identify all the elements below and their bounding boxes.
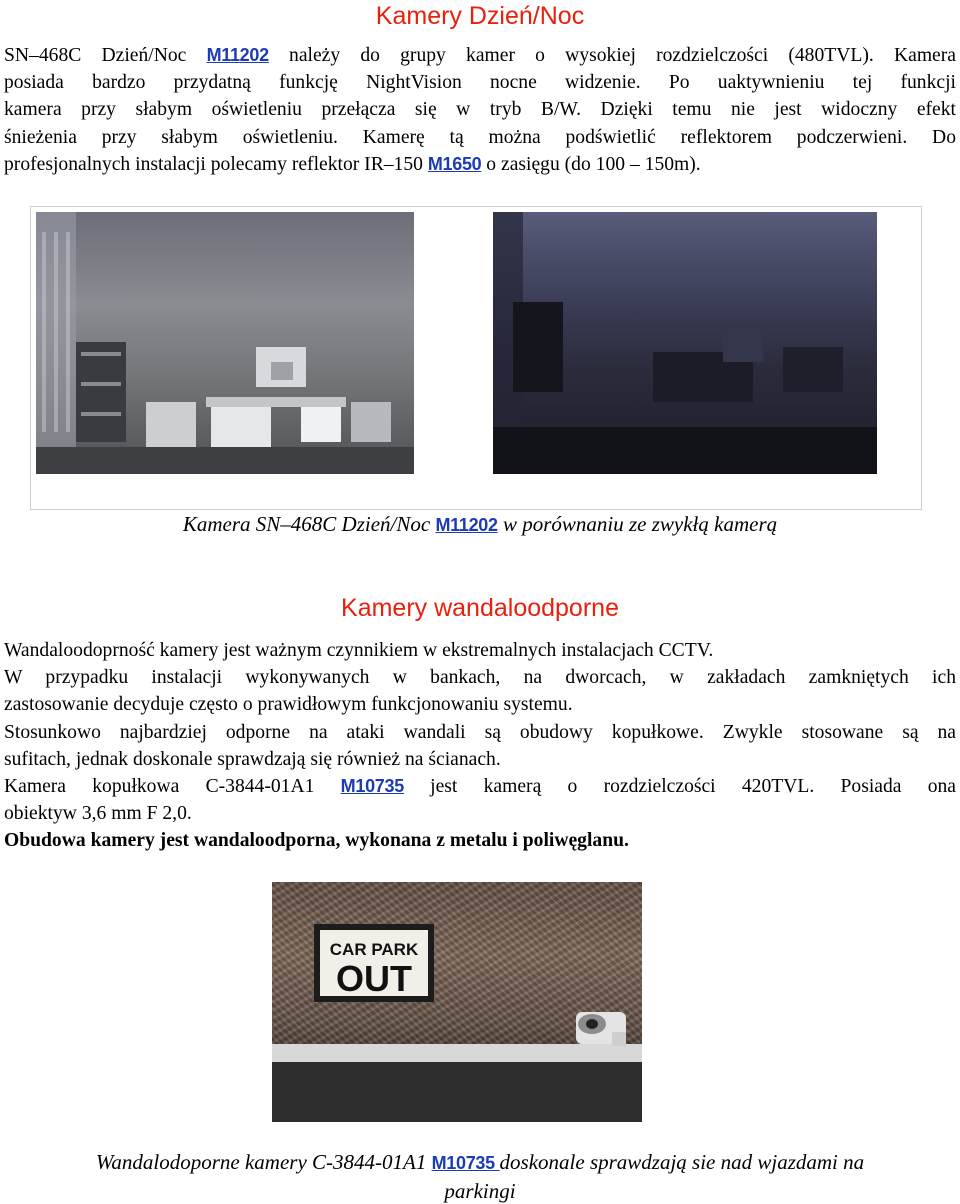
body-text-bold: Obudowa kamery jest wandaloodporna, wykonana z metalu i poliwęglanu.: [4, 830, 629, 852]
car-park-caption: [0, 1148, 960, 1204]
sign-text-line2: OUT: [336, 958, 412, 999]
product-link-m1650[interactable]: M1650: [427, 153, 482, 174]
car-park-dome-camera-photo: [272, 882, 642, 1122]
intro-paragraph: [4, 42, 956, 178]
caption-text: Kamera SN–468C Dzień/Noc: [182, 512, 436, 536]
body-text: Kamera kopułkowa C-3844-01A1: [4, 776, 341, 798]
day-night-camera-photo: [36, 212, 414, 474]
section-title-vandal-proof: Kamery wandaloodporne: [341, 594, 619, 622]
body-text: Stosunkowo najbardziej odporne na ataki wandali są obudowy kopułkowe. Zwykle stosowane są na: [4, 721, 956, 743]
body-text: jest kamerą o rozdzielczości 420TVL. Posiada ona: [403, 776, 956, 798]
body-text: zastosowanie decyduje często o prawidłowym funkcjonowaniu systemu.: [4, 694, 573, 716]
comparison-caption: [0, 510, 960, 539]
vandal-paragraphs: [4, 637, 956, 855]
body-text: Wandaloodoprność kamery jest ważnym czynnikiem w ekstremalnych instalacjach CCTV.: [4, 640, 714, 661]
body-text: sufitach, jednak doskonale sprawdzają się również na ścianach.: [4, 748, 501, 770]
intro-text: należy do grupy kamer o wysokiej rozdzielczości (480TVL). Kamera: [268, 45, 956, 66]
intro-text: profesjonalnych instalacji polecamy reflektor IR–150: [4, 153, 428, 175]
intro-text: śnieżenia przy słabym oświetleniu. Kamerę tą można podświetlić reflektorem podczerwieni. Do: [4, 126, 956, 148]
caption-text: parkingi: [444, 1179, 516, 1203]
product-link-m11202[interactable]: M11202: [206, 45, 269, 65]
section-title-day-night: Kamery Dzień/Noc: [375, 2, 585, 30]
intro-text: SN–468C Dzień/Noc: [4, 45, 207, 66]
caption-text: doskonale sprawdzają sie nad wjazdami na: [499, 1150, 865, 1174]
intro-text: posiada bardzo przydatną funkcję NightVision nocne widzenie. Po uaktywnieniu tej funkcji: [4, 72, 956, 94]
body-text: W przypadku instalacji wykonywanych w bankach, na dworcach, w zakładach zamkniętych ich: [4, 667, 956, 689]
sign-text-line1: CAR PARK: [329, 940, 419, 959]
caption-text: w porównaniu ze zwykłą kamerą: [497, 512, 778, 536]
regular-camera-photo: [493, 212, 877, 474]
caption-text: Wandalodoporne kamery C-3844-01A1: [95, 1150, 432, 1174]
product-link-m11202-caption[interactable]: M11202: [435, 515, 498, 535]
product-link-m10735[interactable]: M10735: [340, 776, 404, 797]
intro-text: kamera przy słabym oświetleniu przełącza się w tryb B/W. Dzięki temu nie jest widoczny efekt: [4, 99, 956, 121]
body-text: obiektyw 3,6 mm F 2,0.: [4, 803, 192, 825]
product-link-m10735-caption[interactable]: M10735: [431, 1153, 500, 1173]
intro-text: o zasięgu (do 100 – 150m).: [481, 153, 701, 175]
